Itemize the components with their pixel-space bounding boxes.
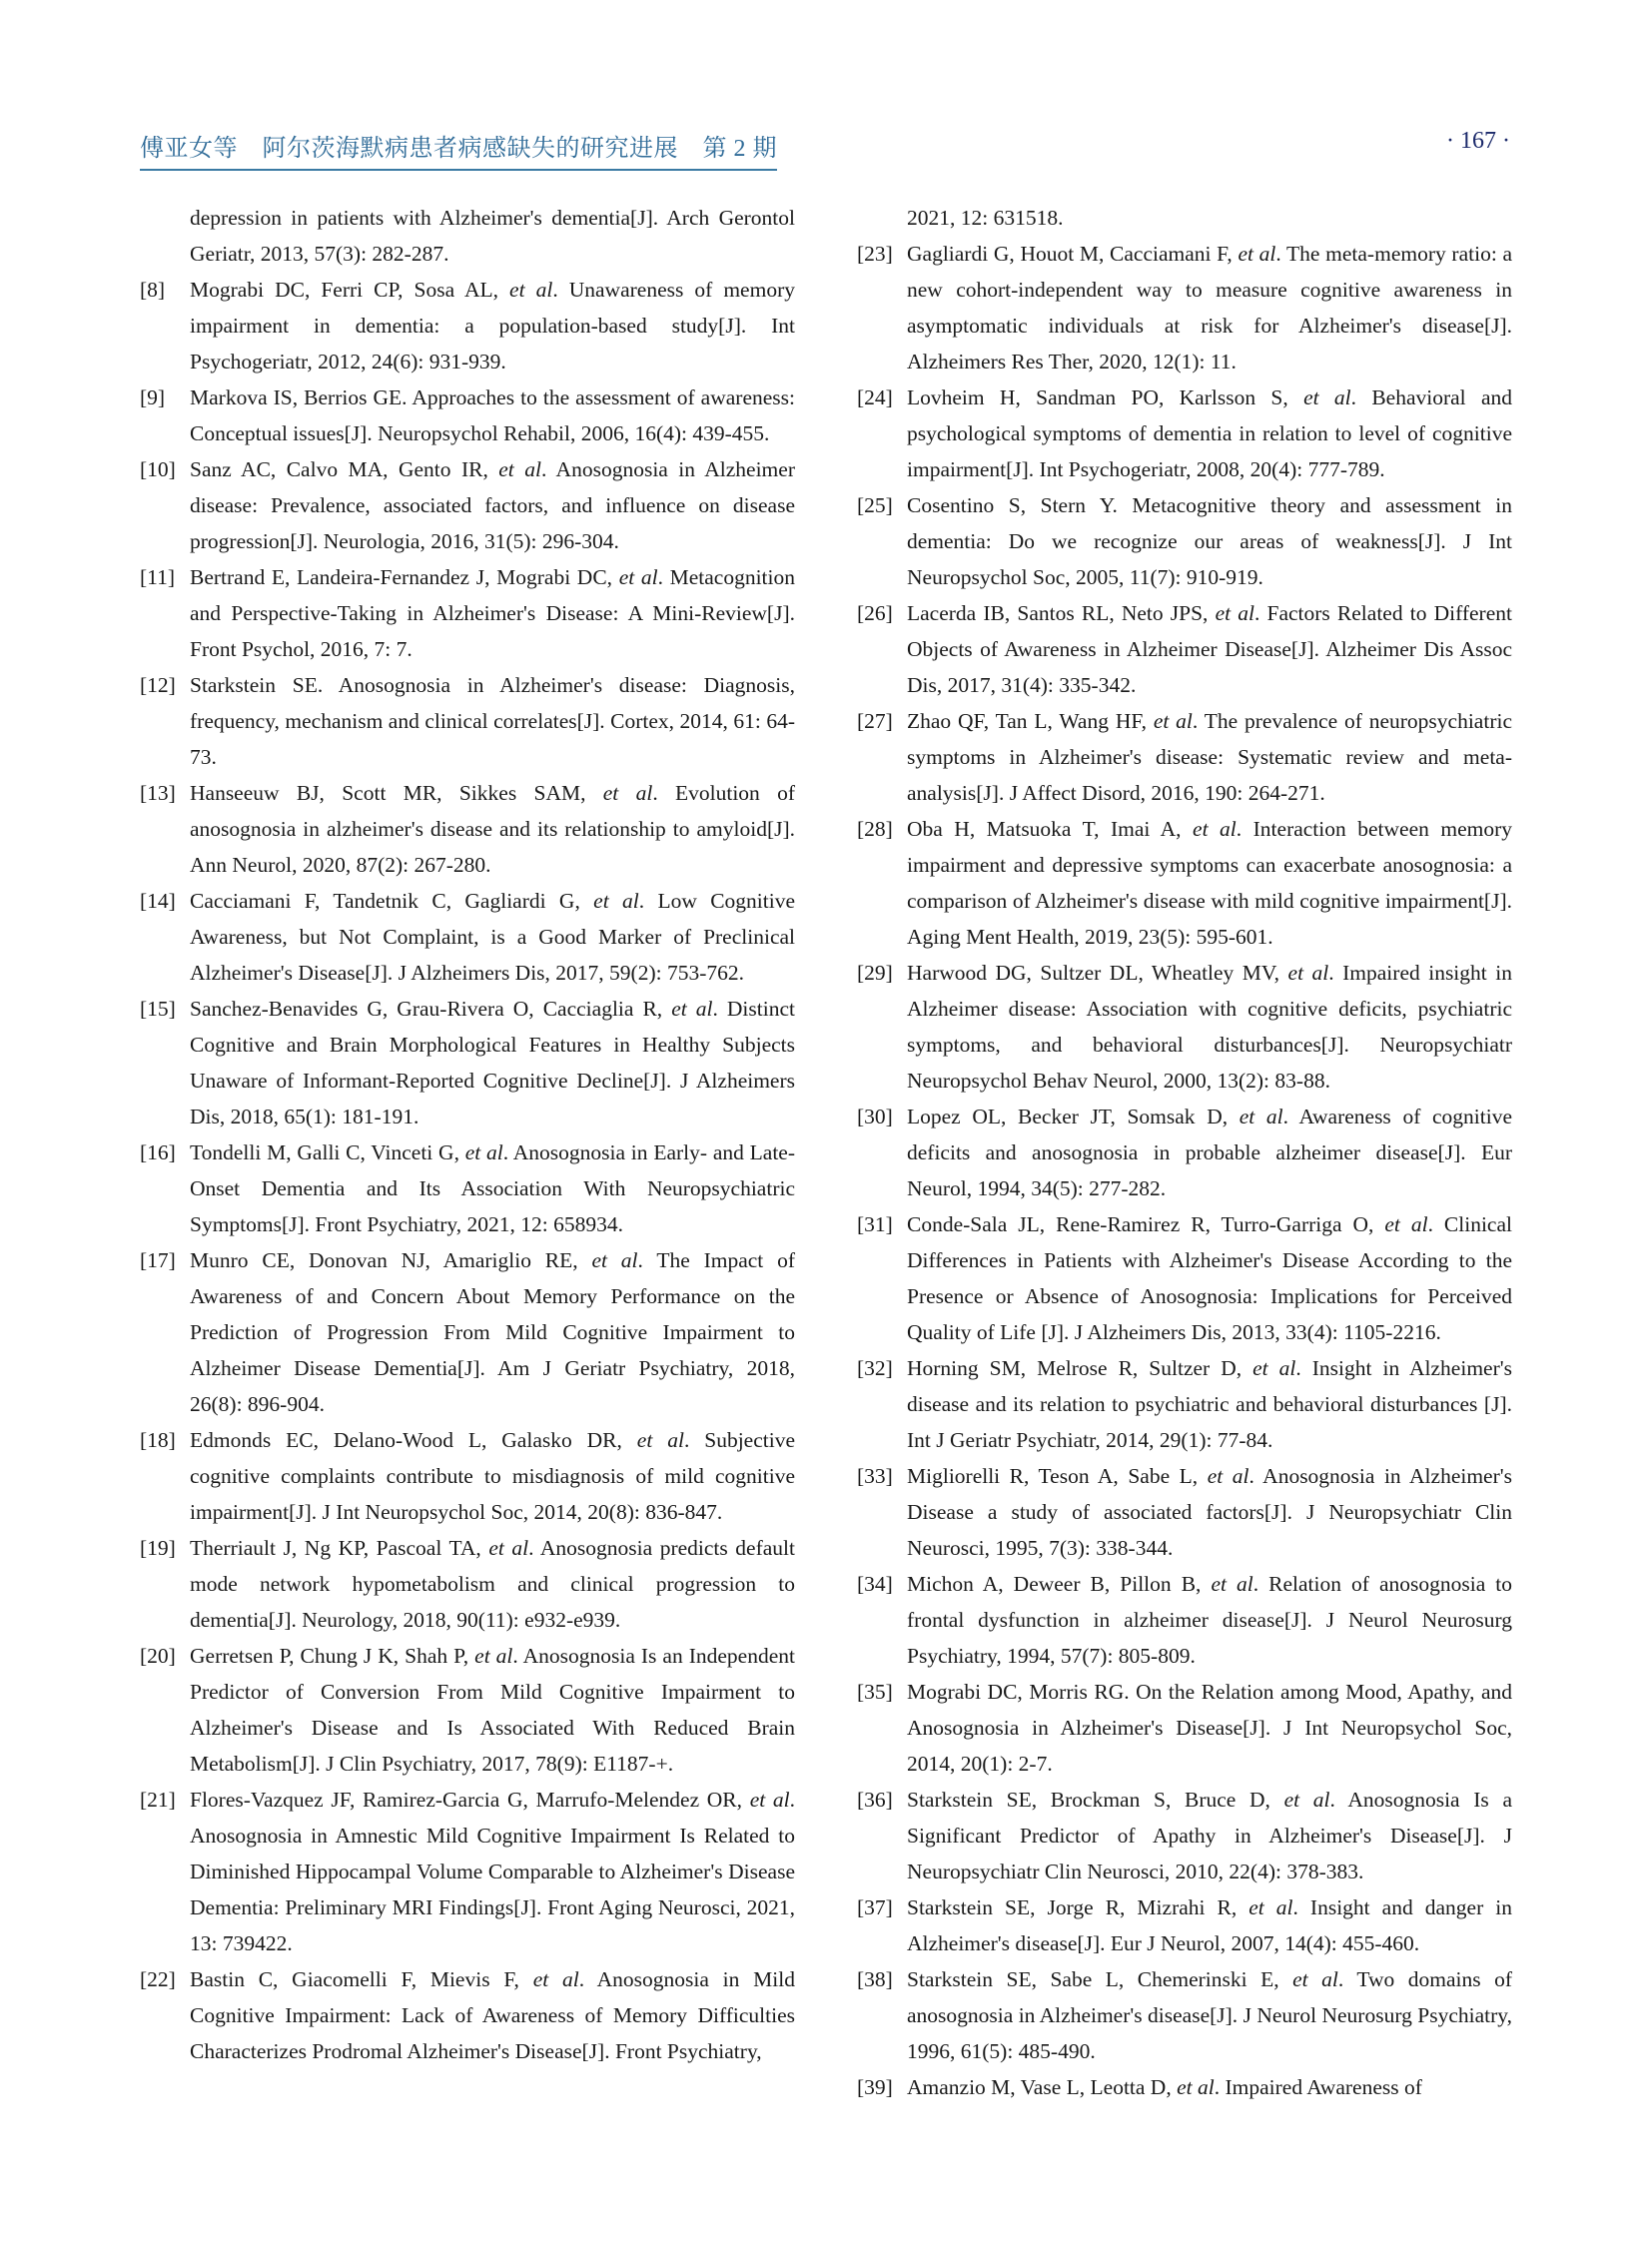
reference-entry (140, 379, 795, 451)
reference-details: . Anosognosia in Amnestic Mild Cognitive Impairment Is Related to Diminished Hippocampal Volume Comparable to Alzheimer's Disease Dementia: Preliminary MRI Findings[J]. Front Aging Neurosci, 2021, 13: 739422. (190, 1788, 795, 1955)
reference-number: [14] (140, 889, 176, 913)
reference-authors: Gerretsen P, Chung J K, Shah P, (190, 1644, 475, 1668)
reference-entry-continued (140, 200, 795, 272)
reference-authors: Flores-Vazquez JF, Ramirez-Garcia G, Marrufo-Melendez OR, (190, 1788, 750, 1812)
reference-entry (857, 955, 1512, 1099)
page-number: · 167 · (1446, 128, 1510, 154)
reference-column-left (140, 200, 795, 2069)
reference-details: . Anosognosia predicts default mode network hypometabolism and clinical progression to dementia[J]. Neurology, 2018, 90(11): e932-e939. (190, 1536, 795, 1632)
reference-entry (140, 1638, 795, 1782)
reference-number: [12] (140, 673, 176, 697)
reference-details: . The meta-memory ratio: a new cohort-independent way to measure cognitive awareness in asymptomatic individuals at risk for Alzheimer's disease[J]. Alzheimers Res Ther, 2020, 12(1): 11. (907, 242, 1513, 374)
reference-details: . Subjective cognitive complaints contribute to misdiagnosis of mild cognitive impairment[J]. J Int Neuropsychol Soc, 2014, 20(8): 836-847. (190, 1428, 795, 1524)
reference-details: . Factors Related to Different Objects of Awareness in Alzheimer Disease[J]. Alzheimer Dis Assoc Dis, 2017, 31(4): 335-342. (907, 601, 1512, 697)
reference-authors: Cacciamani F, Tandetnik C, Gagliardi G, (190, 889, 594, 913)
reference-details: . Impaired Awareness of (1214, 2075, 1422, 2099)
reference-text (190, 379, 795, 451)
reference-number: [32] (857, 1356, 893, 1380)
reference-text (907, 1674, 1512, 1782)
reference-text (907, 1889, 1512, 1961)
reference-number: [38] (857, 1967, 893, 1991)
reference-details: . Clinical Differences in Patients with Alzheimer's Disease According to the Presence or Absence of Anosognosia: Implications for Perceived Quality of Life [J]. J Alzheimers Dis, 2013, 33(4): 1105-2216. (907, 1212, 1512, 1344)
reference-details: . Anosognosia in Early- and Late-Onset Dementia and Its Association With Neuropsychiatric Symptoms[J]. Front Psychiatry, 2021, 12: 658934. (190, 1140, 795, 1236)
reference-number: [15] (140, 997, 176, 1021)
reference-number: [19] (140, 1536, 176, 1560)
reference-text (190, 272, 795, 379)
reference-text (907, 236, 1512, 379)
reference-authors: Gagliardi G, Houot M, Cacciamani F, (907, 242, 1239, 266)
reference-details: . Behavioral and psychological symptoms of dementia in relation to level of cognitive impairment[J]. Int Psychogeriatr, 2008, 20(4): 777-789. (907, 385, 1512, 481)
reference-authors: Mograbi DC, Morris RG. On the Relation among Mood, Apathy, and Anosognosia in Alzheimer's Disease[J]. J Int Neuropsychol Soc, 2014, 20(1): 2-7. (907, 1680, 1512, 1776)
reference-authors: Lovheim H, Sandman PO, Karlsson S, (907, 385, 1304, 409)
reference-authors: Horning SM, Melrose R, Sultzer D, (907, 1356, 1253, 1380)
et-al: et al (1287, 961, 1329, 985)
reference-authors: Sanchez-Benavides G, Grau-Rivera O, Cacciaglia R, (190, 997, 672, 1021)
reference-entry (857, 1674, 1512, 1782)
et-al: et al (474, 1644, 513, 1668)
reference-number: [30] (857, 1105, 893, 1128)
reference-number: [39] (857, 2075, 893, 2099)
reference-authors: Lopez OL, Becker JT, Somsak D, (907, 1105, 1239, 1128)
reference-authors: Amanzio M, Vase L, Leotta D, (907, 2075, 1178, 2099)
reference-entry (140, 883, 795, 991)
reference-details: . Insight in Alzheimer's disease and its relation to psychiatric and behavioral disturbances [J]. Int J Geriatr Psychiatr, 2014, 29(1): 77-84. (907, 1356, 1512, 1452)
reference-details: . Distinct Cognitive and Brain Morphological Features in Healthy Subjects Unaware of Informant-Reported Cognitive Decline[J]. J Alzheimers Dis, 2018, 65(1): 181-191. (190, 997, 795, 1128)
reference-text (190, 1422, 795, 1530)
reference-entry (857, 487, 1512, 595)
reference-number: [20] (140, 1644, 176, 1668)
reference-authors: Therriault J, Ng KP, Pascoal TA, (190, 1536, 489, 1560)
reference-entry (857, 1458, 1512, 1566)
reference-entry-continued (857, 200, 1512, 236)
reference-authors: Bertrand E, Landeira-Fernandez J, Mograbi DC, (190, 565, 619, 589)
reference-details: . Impaired insight in Alzheimer disease: Association with cognitive deficits, psychiatric symptoms, and behavioral disturbances[J]. Neuropsychiatr Neuropsychol Behav Neurol, 2000, 13(2): 83-88. (907, 961, 1512, 1093)
reference-number: [21] (140, 1788, 176, 1812)
reference-entry (140, 1530, 795, 1638)
reference-entry (140, 1782, 795, 1961)
et-al: et al (593, 889, 639, 913)
reference-entry (857, 1566, 1512, 1674)
reference-text (190, 1961, 795, 2069)
reference-number: [24] (857, 385, 893, 409)
reference-entry (140, 1961, 795, 2069)
reference-details: . Anosognosia Is an Independent Predictor of Conversion From Mild Cognitive Impairment to Alzheimer's Disease and Is Associated With Reduced Brain Metabolism[J]. J Clin Psychiatry, 2017, 78(9): E1187-+. (190, 1644, 795, 1776)
et-al: et al (1177, 2075, 1215, 2099)
reference-text (907, 1350, 1512, 1458)
reference-text (190, 991, 795, 1134)
reference-number: [29] (857, 961, 893, 985)
reference-entry (857, 1350, 1512, 1458)
et-al: et al (1292, 1967, 1338, 1991)
reference-details: . The Impact of Awareness of and Concern About Memory Performance on the Prediction of Progression From Mild Cognitive Impairment to Alzheimer Disease Dementia[J]. Am J Geriatr Psychiatry, 2018, 26(8): 896-904. (190, 1248, 796, 1416)
reference-text (907, 2069, 1512, 2105)
reference-text (907, 487, 1512, 595)
reference-text (190, 1134, 795, 1242)
reference-number: [35] (857, 1680, 893, 1704)
reference-text (190, 451, 795, 559)
reference-authors: Harwood DG, Sultzer DL, Wheatley MV, (907, 961, 1288, 985)
reference-number: [34] (857, 1572, 893, 1596)
reference-authors: Starkstein SE. Anosognosia in Alzheimer's disease: Diagnosis, frequency, mechanism and clinical correlates[J]. Cortex, 2014, 61: 64-73. (190, 673, 795, 769)
reference-entry (857, 1889, 1512, 1961)
reference-text (907, 1099, 1512, 1206)
reference-text (907, 703, 1512, 811)
reference-entry (857, 703, 1512, 811)
reference-text (190, 1638, 795, 1782)
et-al: et al (618, 565, 658, 589)
et-al: et al (464, 1140, 503, 1164)
reference-number: [13] (140, 781, 176, 805)
reference-authors: Munro CE, Donovan NJ, Amariglio RE, (190, 1248, 592, 1272)
reference-number: [27] (857, 709, 893, 733)
running-header (140, 124, 1510, 164)
et-al: et al (1248, 1895, 1293, 1919)
reference-authors: Michon A, Deweer B, Pillon B, (907, 1572, 1212, 1596)
reference-entry (140, 991, 795, 1134)
reference-entry (140, 1242, 795, 1422)
reference-number: [36] (857, 1788, 893, 1812)
et-al: et al (498, 457, 541, 481)
reference-column-right (857, 200, 1512, 2105)
et-al: et al (671, 997, 713, 1021)
et-al: et al (1238, 242, 1276, 266)
reference-number: [8] (140, 278, 166, 302)
et-al: et al (1193, 817, 1237, 841)
reference-details: . Awareness of cognitive deficits and anosognosia in probable alzheimer disease[J]. Eur Neurol, 1994, 34(5): 277-282. (907, 1105, 1512, 1200)
reference-entry (857, 2069, 1512, 2105)
reference-details: . Metacognition and Perspective-Taking in Alzheimer's Disease: A Mini-Review[J]. Front Psychol, 2016, 7: 7. (190, 565, 795, 661)
reference-authors: Starkstein SE, Brockman S, Bruce D, (907, 1788, 1284, 1812)
reference-entry (140, 451, 795, 559)
reference-text (190, 1530, 795, 1638)
reference-number: [33] (857, 1464, 893, 1488)
reference-entry (857, 236, 1512, 379)
reference-number: [22] (140, 1967, 176, 1991)
reference-authors: Bastin C, Giacomelli F, Mievis F, (190, 1967, 533, 1991)
reference-text (907, 1782, 1512, 1889)
reference-details: depression in patients with Alzheimer's dementia[J]. Arch Gerontol Geriatr, 2013, 57(3): 282-287. (190, 206, 795, 266)
reference-text (190, 200, 795, 272)
reference-entry (857, 379, 1512, 487)
reference-details: . Low Cognitive Awareness, but Not Complaint, is a Good Marker of Preclinical Alzheimer's Disease[J]. J Alzheimers Dis, 2017, 59(2): 753-762. (190, 889, 796, 985)
reference-number: [18] (140, 1428, 176, 1452)
reference-authors: Mograbi DC, Ferri CP, Sosa AL, (190, 278, 510, 302)
reference-number: [25] (857, 493, 893, 517)
reference-text (907, 1566, 1512, 1674)
reference-number: [31] (857, 1212, 893, 1236)
et-al: et al (1211, 1572, 1253, 1596)
reference-text (190, 559, 795, 667)
et-al: et al (488, 1536, 529, 1560)
et-al: et al (1215, 601, 1254, 625)
et-al: et al (636, 1428, 684, 1452)
reference-details: . Anosognosia in Mild Cognitive Impairment: Lack of Awareness of Memory Difficulties Characterizes Prodromal Alzheimer's Disease[J]. Front Psychiatry, (190, 1967, 795, 2063)
et-al: et al (1283, 1788, 1330, 1812)
reference-number: [16] (140, 1140, 176, 1164)
reference-details: . Anosognosia Is a Significant Predictor of Apathy in Alzheimer's Disease[J]. J Neuropsychiatr Clin Neurosci, 2010, 22(4): 378-383. (907, 1788, 1512, 1883)
reference-authors: Cosentino S, Stern Y. Metacognitive theory and assessment in dementia: Do we recognize our areas of weakness[J]. J Int Neuropsychol Soc, 2005, 11(7): 910-919. (907, 493, 1512, 589)
reference-number: [37] (857, 1895, 893, 1919)
reference-details: . Interaction between memory impairment and depressive symptoms can exacerbate anosognosia: a comparison of Alzheimer's disease with mild cognitive impairment[J]. Aging Ment Health, 2019, 23(5): 595-601. (907, 817, 1512, 949)
reference-entry (857, 811, 1512, 955)
reference-text (907, 1206, 1512, 1350)
reference-text (190, 775, 795, 883)
et-al: et al (1252, 1356, 1296, 1380)
reference-number: [11] (140, 565, 176, 589)
reference-text (190, 667, 795, 775)
reference-authors: Conde-Sala JL, Rene-Ramirez R, Turro-Garriga O, (907, 1212, 1385, 1236)
reference-number: [9] (140, 385, 166, 409)
reference-entry (857, 1782, 1512, 1889)
reference-details: . Evolution of anosognosia in alzheimer's disease and its relationship to amyloid[J]. Ann Neurol, 2020, 87(2): 267-280. (190, 781, 795, 877)
reference-authors: Edmonds EC, Delano-Wood L, Galasko DR, (190, 1428, 637, 1452)
reference-authors: Oba H, Matsuoka T, Imai A, (907, 817, 1194, 841)
reference-number: [17] (140, 1248, 176, 1272)
reference-authors: Tondelli M, Galli C, Vinceti G, (190, 1140, 465, 1164)
reference-authors: Sanz AC, Calvo MA, Gento IR, (190, 457, 499, 481)
reference-text (907, 595, 1512, 703)
reference-text (907, 955, 1512, 1099)
reference-text (907, 379, 1512, 487)
et-al: et al (1303, 385, 1351, 409)
reference-details: . Anosognosia in Alzheimer disease: Prevalence, associated factors, and influence on disease progression[J]. Neurologia, 2016, 31(5): 296-304. (190, 457, 795, 553)
reference-text (907, 811, 1512, 955)
reference-authors: Lacerda IB, Santos RL, Neto JPS, (907, 601, 1216, 625)
reference-authors: Hanseeuw BJ, Scott MR, Sikkes SAM, (190, 781, 603, 805)
reference-authors: 2021, 12: 631518. (907, 206, 1064, 230)
reference-authors: Migliorelli R, Teson A, Sabe L, (907, 1464, 1208, 1488)
reference-details: . Unawareness of memory impairment in dementia: a population-based study[J]. Int Psychogeriatr, 2012, 24(6): 931-939. (190, 278, 795, 374)
reference-entry (140, 667, 795, 775)
reference-authors: Starkstein SE, Jorge R, Mizrahi R, (907, 1895, 1249, 1919)
reference-entry (140, 775, 795, 883)
reference-number: [10] (140, 457, 176, 481)
reference-text (190, 883, 795, 991)
et-al: et al (1239, 1105, 1283, 1128)
reference-authors: Zhao QF, Tan L, Wang HF, (907, 709, 1154, 733)
reference-details: . Insight and danger in Alzheimer's disease[J]. Eur J Neurol, 2007, 14(4): 455-460. (907, 1895, 1512, 1955)
reference-authors: Markova IS, Berrios GE. Approaches to the assessment of awareness: Conceptual issues[J]. Neuropsychol Rehabil, 2006, 16(4): 439-455. (190, 385, 795, 445)
reference-entry (857, 595, 1512, 703)
reference-entry (857, 1961, 1512, 2069)
et-al: et al (591, 1248, 638, 1272)
reference-text (907, 1458, 1512, 1566)
et-al: et al (1384, 1212, 1428, 1236)
reference-text (190, 1242, 795, 1422)
reference-text (907, 1961, 1512, 2069)
reference-details: . Anosognosia in Alzheimer's Disease a study of associated factors[J]. J Neuropsychiatr Clin Neurosci, 1995, 7(3): 338-344. (907, 1464, 1512, 1560)
reference-details: . The prevalence of neuropsychiatric symptoms in Alzheimer's disease: Systematic review and meta-analysis[J]. J Affect Disord, 2016, 190: 264-271. (907, 709, 1512, 805)
reference-entry (857, 1099, 1512, 1206)
reference-text (907, 200, 1512, 236)
reference-details: . Relation of anosognosia to frontal dysfunction in alzheimer disease[J]. J Neurol Neurosurg Psychiatry, 1994, 57(7): 805-809. (907, 1572, 1512, 1668)
et-al: et al (1153, 709, 1193, 733)
reference-details: . Two domains of anosognosia in Alzheimer's disease[J]. J Neurol Neurosurg Psychiatry, 1996, 61(5): 485-490. (907, 1967, 1512, 2063)
reference-entry (140, 272, 795, 379)
reference-number: [26] (857, 601, 893, 625)
et-al: et al (749, 1788, 790, 1812)
reference-entry (140, 559, 795, 667)
et-al: et al (1207, 1464, 1249, 1488)
reference-number: [23] (857, 242, 893, 266)
reference-entry (140, 1422, 795, 1530)
et-al: et al (532, 1967, 579, 1991)
reference-text (190, 1782, 795, 1961)
running-title: 傅亚女等 阿尔茨海默病患者病感缺失的研究进展 第 2 期 (140, 128, 777, 171)
reference-entry (140, 1134, 795, 1242)
reference-authors: Starkstein SE, Sabe L, Chemerinski E, (907, 1967, 1293, 1991)
reference-entry (857, 1206, 1512, 1350)
reference-number: [28] (857, 817, 893, 841)
et-al: et al (602, 781, 653, 805)
et-al: et al (509, 278, 553, 302)
